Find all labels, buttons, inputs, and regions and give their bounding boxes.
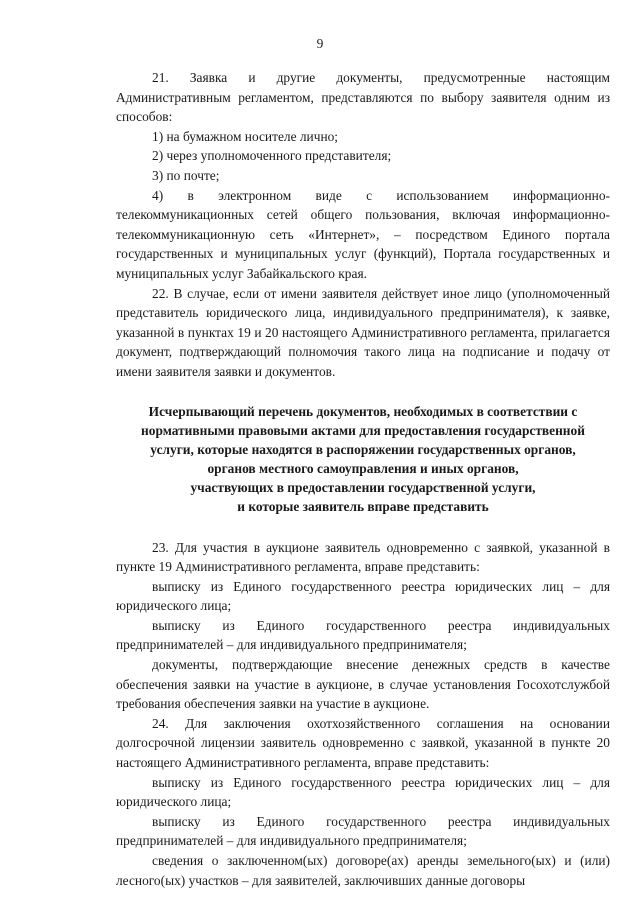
list-item-lease-info: сведения о заключенном(ых) договоре(ах) аренды земельного(ых) и (или) лесного(ых) участков – для заявителей, заключивших данные договоры: [116, 853, 610, 888]
list-item-legal-entity-extract: выписку из Единого государственного реестра юридических лиц – для юридического лица;: [116, 578, 610, 614]
heading-line: услуги, которые находятся в распоряжении государственных органов,: [150, 441, 576, 457]
section-heading: [116, 402, 610, 516]
heading-line: Исчерпывающий перечень документов, необходимых в соответствии с: [148, 403, 578, 419]
page-number: 9: [316, 36, 324, 51]
list-item-deposit-documents: документы, подтверждающие внесение денежных средств в качестве обеспечения заявки на участие в аукционе, в случае установления Госохотслужбой требования обеспечения заявки на участие в аукционе.: [116, 657, 610, 712]
list-item-mail: 3) по почте;: [152, 167, 220, 183]
heading-line: и которые заявитель вправе представить: [237, 498, 489, 514]
heading-line: участвующих в предоставлении государственной услуги,: [190, 479, 536, 495]
paragraph-21: 21. Заявка и другие документы, предусмотренные настоящим Административным регламентом, представляются по выбору заявителя одним из способов:: [116, 70, 610, 125]
list-item-representative: 2) через уполномоченного представителя;: [152, 148, 392, 164]
heading-line: органов местного самоуправления и иных органов,: [207, 460, 519, 476]
list-item-electronic: 4) в электронном виде с использованием информационно-телекоммуникационных сетей общего пользования, включая информационно-телекоммуникационную сеть «Интернет», – посредством Единого портала государственных и муниципальных услуг (функций), Портала государственных и муниципальных услуг Забайкальского края.: [116, 187, 610, 281]
heading-line: нормативными правовыми актами для предоставления государственной: [141, 422, 585, 438]
page-content: [116, 68, 610, 890]
list-item-paper: 1) на бумажном носителе лично;: [152, 128, 339, 144]
list-item-entrepreneur-extract: выписку из Единого государственного реестра индивидуальных предпринимателей – для индивидуального предпринимателя;: [116, 813, 610, 849]
paragraph-22: 22. В случае, если от имени заявителя действует иное лицо (уполномоченный представитель юридического лица, индивидуального предпринимателя), к заявке, указанной в пунктах 19 и 20 настоящего Административного регламента, прилагается документ, подтверждающий полномочия такого лица на подписание и подачу от имени заявителя заявки и документов.: [116, 285, 610, 379]
paragraph-23: 23. Для участия в аукционе заявитель одновременно с заявкой, указанной в пункте 19 Административного регламента, вправе представить:: [116, 539, 610, 575]
list-item-legal-entity-extract: выписку из Единого государственного реестра юридических лиц – для юридического лица;: [116, 774, 610, 810]
paragraph-24: 24. Для заключения охотхозяйственного соглашения на основании долгосрочной лицензии заявитель одновременно с заявкой, указанной в пункте 20 настоящего Административного регламента, вправе представить:: [116, 715, 610, 771]
list-item-entrepreneur-extract: выписку из Единого государственного реестра индивидуальных предпринимателей – для индивидуального предпринимателя;: [116, 617, 610, 653]
